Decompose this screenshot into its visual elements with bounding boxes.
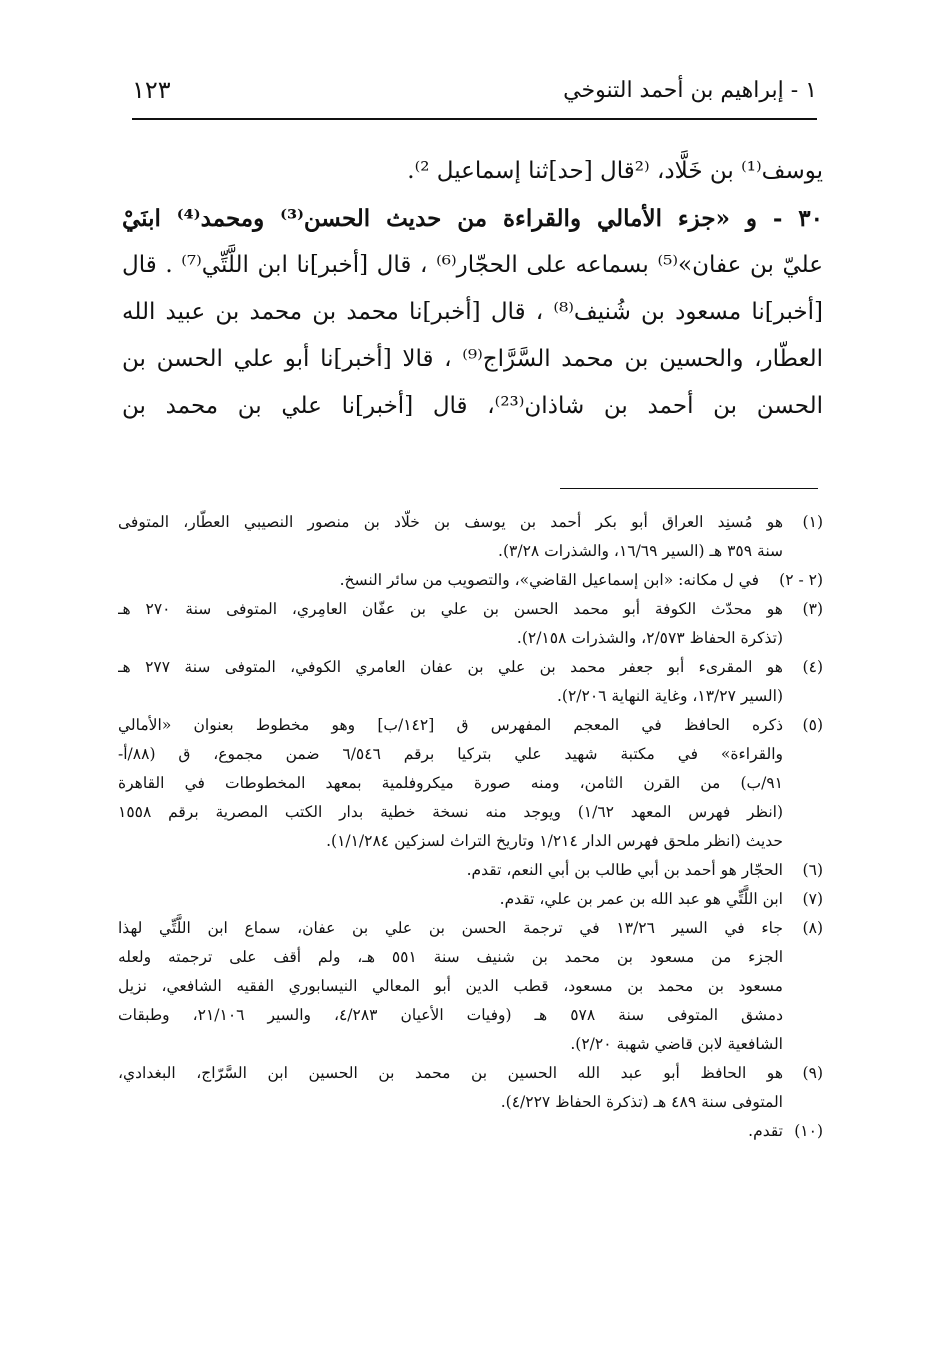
footnote-line: ذكره الحافظ في المعجم المفهرس ق [١٤٢/ب] وهو مخطوط بعنوان «الأمالي	[118, 716, 783, 734]
footnote	[118, 1117, 823, 1146]
footnote-number: (٧)	[802, 890, 823, 908]
footnote-number: (٦)	[802, 861, 823, 879]
page-header	[132, 70, 817, 120]
running-title: ١ - إبراهيم بن أحمد التنوخي	[563, 78, 817, 103]
main-text-line: عليّ بن عفان»⁽⁵⁾ بسماعه على الحجّار⁽⁶⁾ ، قال [أخبر]نا ابن اللَّتِّي⁽⁷⁾ . قال	[122, 252, 823, 278]
main-text-line: [أخبر]نا مسعود بن شُنيف⁽⁸⁾ ، قال [أخبر]نا محمد بن محمد بن عبيد الله	[122, 299, 823, 325]
footnote	[118, 653, 823, 711]
footnote	[118, 711, 823, 856]
footnote-line: حديث (انظر ملحق فهرس الدار ١/٢١٤ وتاريخ التراث لسزكين ١/١/٢٨٤).	[326, 832, 783, 850]
footnote	[118, 856, 823, 885]
footnote	[118, 508, 823, 566]
footnote-line: ٩١/ب) من القرن الثامن، ومنه صورة ميكروفلمية بمعهد المخطوطات في القاهرة	[118, 774, 783, 792]
footnote	[118, 566, 823, 595]
footnote-line: والقراءة» في مكتبة شهيد علي بتركيا برقم ٦/٥٤٦ ضمن مجموع، ق (٨٨/أ-	[118, 745, 783, 763]
footnote-line: مسعود بن محمد بن مسعود، قطب الدين أبو المعالي النيسابوري الفقيه الشافعي، نزيل	[118, 977, 783, 995]
footnote-number: (٩)	[802, 1064, 823, 1082]
footnote-number: (٢ - ٢)	[779, 571, 823, 589]
footnote	[118, 885, 823, 914]
footnote-number: (٣)	[802, 600, 823, 618]
main-text-line: العطّار، والحسين بن محمد السَّرَّاج⁽⁹⁾ ، قالا [أخبر]نا أبو علي الحسن بن	[122, 346, 823, 372]
footnote	[118, 914, 823, 1059]
footnote-line: الحجّار هو أحمد بن أبي طالب بن أبي النعم، تقدم.	[466, 861, 783, 879]
footnote-line: المتوفى سنة ٤٨٩ هـ (تذكرة الحفاظ ٤/٢٢٧).	[500, 1093, 783, 1111]
footnote-line: تقدم.	[748, 1122, 783, 1140]
main-text-line: ٣٠ - و «جزء الأمالي والقراءة من حديث الحسن⁽³⁾ ومحمد⁽⁴⁾ ابنَيْ	[122, 205, 823, 232]
footnote-number: (٨)	[802, 919, 823, 937]
footnote-line: هو محدّث الكوفة أبو محمد الحسن بن علي بن عفّان العامِري، المتوفى سنة ٢٧٠ هـ	[118, 600, 783, 618]
footnote-line: (السير ١٣/٢٧، وغاية النهاية ٢/٢٠٦).	[556, 687, 783, 705]
footnote-number: (١٠)	[794, 1122, 823, 1140]
footnote-number: (٥)	[802, 716, 823, 734]
footnote-line: جاء في السير ١٣/٢٦ في ترجمة الحسن بن علي بن عفان، سماع ابن اللَّتِّي لهذا	[118, 919, 783, 937]
footnote-line: هو الحافظ أبو عبد الله الحسين بن محمد بن الحسين ابن السَّرّاج، البغدادي،	[118, 1064, 783, 1082]
footnote-line: الشافعية لابن قاضي شهبة ٢/٢٠).	[570, 1035, 783, 1053]
main-text-line: الحسن بن أحمد بن شاذان⁽²³⁾، قال [أخبر]نا علي بن محمد بن	[122, 393, 823, 419]
footnote-line: الجزء من مسعود بن محمد بن شنيف سنة ٥٥١ هـ، ولم أقف على ترجمته ولعله	[118, 948, 783, 966]
main-text	[122, 148, 823, 430]
footnote-number: (١)	[802, 513, 823, 531]
footnote-line: ابن اللَّتِّي هو عبد الله بن عمر بن علي، تقدم.	[499, 890, 783, 908]
footnote-line: هو مُسنِد العراق أبو بكر أحمد بن يوسف بن خلّاد بن منصور النصيبي العطّار، المتوفى	[118, 513, 783, 531]
footnote-line: سنة ٣٥٩ هـ (السير ١٦/٦٩، والشذرات ٣/٢٨).	[498, 542, 783, 560]
footnote	[118, 595, 823, 653]
footnote-separator	[560, 488, 818, 489]
page-number: ١٢٣	[132, 76, 171, 104]
footnote-line: هو المقرىء أبو جعفر محمد بن علي بن عفان العامري الكوفي، المتوفى سنة ٢٧٧ هـ	[118, 658, 783, 676]
footnotes	[118, 508, 823, 1146]
footnote	[118, 1059, 823, 1117]
footnote-number: (٤)	[802, 658, 823, 676]
footnote-line: دمشق المتوفى سنة ٥٧٨ هـ (وفيات الأعيان ٤/٢٨٣، والسير ٢١/١٠٦، وطبقات	[118, 1006, 783, 1024]
footnote-line: في ل مكانه: «ابن إسماعيل القاضي»، والتصويب من سائر النسخ.	[339, 571, 759, 589]
main-text-line: يوسف⁽¹⁾ بن خَلَّاد، ⁽²قال [حد]ثنا إسماعيل ²⁾.	[407, 158, 823, 184]
footnote-line: (انظر فهرس المعهد ١/٦٢) ويوجد منه نسخة خطية بدار الكتب المصرية برقم ١٥٥٨	[118, 803, 783, 821]
footnote-line: (تذكرة الحفاظ ٢/٥٧٣، والشذرات ٢/١٥٨).	[516, 629, 783, 647]
